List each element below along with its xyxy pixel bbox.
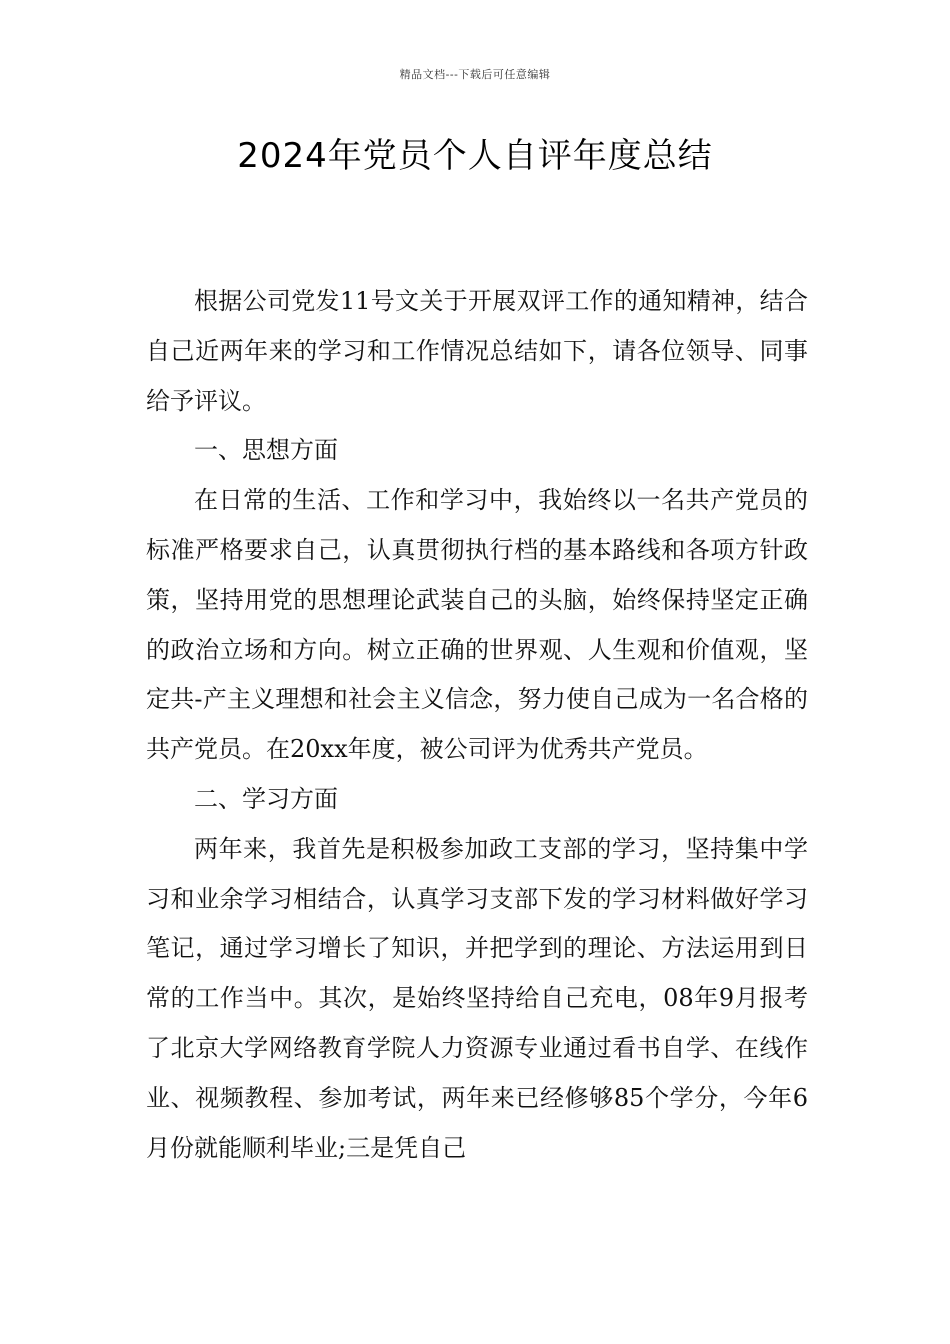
header-note: 精品文档---下载后可任意编辑 — [399, 68, 551, 81]
document-body — [146, 277, 808, 1173]
paragraph-thought: 在日常的生活、工作和学习中，我始终以一名共产党员的标准严格要求自己，认真贯彻执行档的基本路线和各项方针政策，坚持用党的思想理论武装自己的头脑，始终保持坚定正确的政治立场和方向。树立正确的世界观、人生观和价值观，坚定共-产主义理想和社会主义信念，努力使自己成为一名合格的共产党员。在20xx年度，被公司评为优秀共产党员。 — [146, 486, 808, 764]
paragraph-intro: 根据公司党发11号文关于开展双评工作的通知精神，结合自己近两年来的学习和工作情况总结如下，请各位领导、同事给予评议。 — [146, 287, 808, 415]
section-heading-thought: 一、思想方面 — [194, 436, 338, 465]
document-title: 2024年党员个人自评年度总结 — [237, 136, 713, 176]
section-heading-study: 二、学习方面 — [194, 784, 338, 813]
paragraph-study: 两年来，我首先是积极参加政工支部的学习，坚持集中学习和业余学习相结合，认真学习支部下发的学习材料做好学习笔记，通过学习增长了知识，并把学到的理论、方法运用到日常的工作当中。其次，是始终坚持给自己充电，08年9月报考了北京大学网络教育学院人力资源专业通过看书自学、在线作业、视频教程、参加考试，两年来已经修够85个学分，今年6月份就能顺利毕业;三是凭自己 — [146, 834, 808, 1162]
